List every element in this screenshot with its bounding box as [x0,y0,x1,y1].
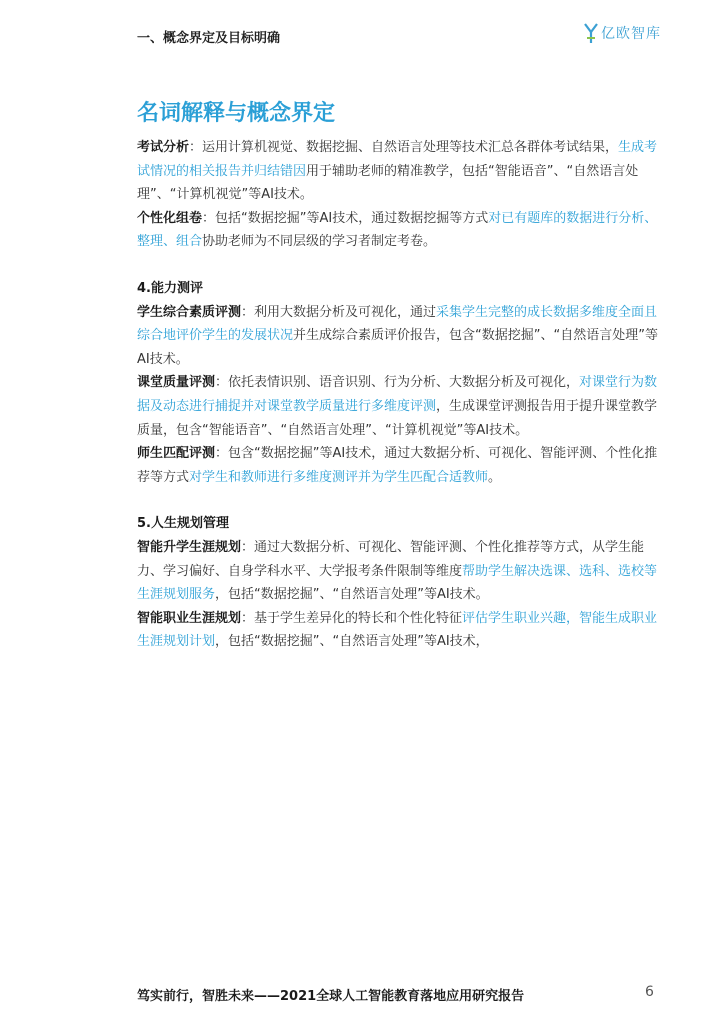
text: ，包括“数据挖掘”、“自然语言处理”等AI技术， [215,634,489,650]
section-heading-ability-assessment: 4.能力测评 [137,280,203,296]
main-content [137,136,667,654]
text: ，包括“数据挖掘”、“自然语言处理”等AI技术。 [215,587,489,603]
paragraph-education-planning [137,536,667,607]
paragraph-career-planning [137,607,667,654]
page-title: 名词解释与概念界定 [137,101,336,126]
text: ：利用大数据分析及可视化，通过 [241,304,437,320]
highlight-text: 对课堂行为数据及动态进行捕捉并对课堂教学质量进行多维度评测 [137,375,658,414]
text: ：运用计算机视觉、数据挖掘、自然语言处理等技术汇总各群体考试结果， [189,140,619,155]
logo-text: 亿欧智库 [601,26,661,42]
term: 智能升学生涯规划 [137,539,242,555]
paragraph-personalized-paper [137,207,667,254]
highlight-text: 对学生和教师进行多维度测评并为学生匹配合适教师 [189,469,489,485]
term: 学生综合素质评测 [137,304,242,320]
highlight-text: 帮助学生解决选课、选科、选校等生涯规划服务 [137,563,658,603]
section-heading-life-planning: 5.人生规划管理 [137,516,229,532]
logo-icon [584,22,598,44]
text: 协助老师为不同层级的学习者制定考卷。 [202,234,437,250]
text: ：包括“数据挖掘”等AI技术，通过数据挖掘等方式 [202,210,489,226]
paragraph-student-quality [137,301,667,372]
text: 并生成综合素质评价报告，包含“数据挖掘”、“自然语言处理”等AI技术。 [137,328,658,367]
page-number: 6 [645,984,654,1000]
text: ：依托表情识别、语音识别、行为分析、大数据分析及可视化， [215,375,580,391]
paragraph-exam-analysis [137,136,667,207]
highlight-text: 评估学生职业兴趣，智能生成职业生涯规划计划 [137,610,658,650]
term: 师生匹配评测 [137,446,216,462]
text: 。 [488,469,502,485]
text: ：通过大数据分析、可视化、智能评测、个性化推荐等方式，从学生能力、学习偏好、自身学科水平、大学报考条件限制等维度 [137,539,645,579]
brand-logo [584,22,661,44]
highlight-text: 生成考试情况的相关报告并归结错因 [137,140,658,179]
term: 智能职业生涯规划 [137,610,242,626]
header-section-title: 一、概念界定及目标明确 [137,31,281,46]
paragraph-teacher-matching [137,442,667,489]
text: ：包含“数据挖掘”等AI技术，通过大数据分析、可视化、智能评测、个性化推荐等方式 [137,446,658,485]
text: ：基于学生差异化的特长和个性化特征 [241,610,463,626]
highlight-text: 采集学生完整的成长数据多维度全面且综合地评价学生的发展状况 [137,304,658,344]
term: 个性化组卷 [137,210,203,226]
highlight-text: 对已有题库的数据进行分析、整理、组合 [137,210,658,250]
text: ，生成课堂评测报告用于提升课堂教学质量，包含“智能语音”、“自然语言处理”、“计算机视觉”等AI技术。 [137,398,658,438]
term: 课堂质量评测 [137,375,216,391]
paragraph-classroom-quality [137,371,667,442]
footer-report-title: 笃实前行，智胜未来——2021全球人工智能教育落地应用研究报告 [137,989,525,1004]
text: 用于辅助老师的精准教学，包括“智能语音”、“自然语言处理”、“计算机视觉”等AI技术。 [137,163,639,203]
term: 考试分析 [137,140,190,155]
